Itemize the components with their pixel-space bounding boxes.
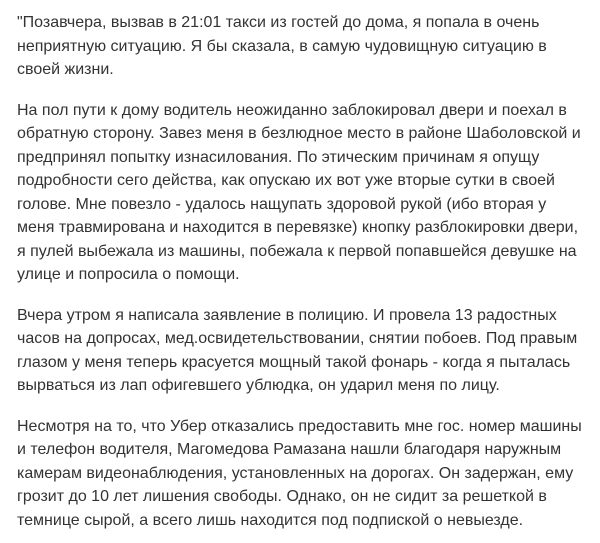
- paragraph-4: Несмотря на то, что Убер отказались предоставить мне гос. номер машины и телефон водителя, Магомедова Рамазана нашли благодаря наружным камерам видеонаблюдения, установленных на дорогах. Он задержан, ему грозит до 10 лет лишения свободы. Однако, он не сидит за решеткой в темнице сырой, а всего лишь находится под подпиской о невыезде.: [17, 417, 582, 529]
- paragraph-3: Вчера утром я написала заявление в полицию. И провела 13 радостных часов на допросах, мед.освидетельствовании, снятии побоев. Под правым глазом у меня теперь красуется мощный такой фонарь - когда я пыталась вырваться из лап офигевшего ублюдка, он ударил меня по лицу.: [17, 306, 578, 394]
- paragraph-2: На пол пути к дому водитель неожиданно заблокировал двери и поехал в обратную сторону. Завез меня в безлюдное место в районе Шаболовской и предпринял попытку изнасилования. По этическим причинам я опущу подробности сего действа, как опускаю их вот уже вторые сутки в своей голове. Мне повезло - удалось нащупать здоровой рукой (ибо вторая у меня травмирована и находится в перевязке) кнопку разблокировки двери, я пулей выбежала из машины, побежала к первой попавшейся девушке на улице и попросила о помощи.: [17, 101, 581, 283]
- paragraph-1: "Позавчера, вызвав в 21:01 такси из гостей до дома, я попала в очень неприятную ситуацию. Я бы сказала, в самую чудовищную ситуацию в своей жизни.: [17, 14, 547, 78]
